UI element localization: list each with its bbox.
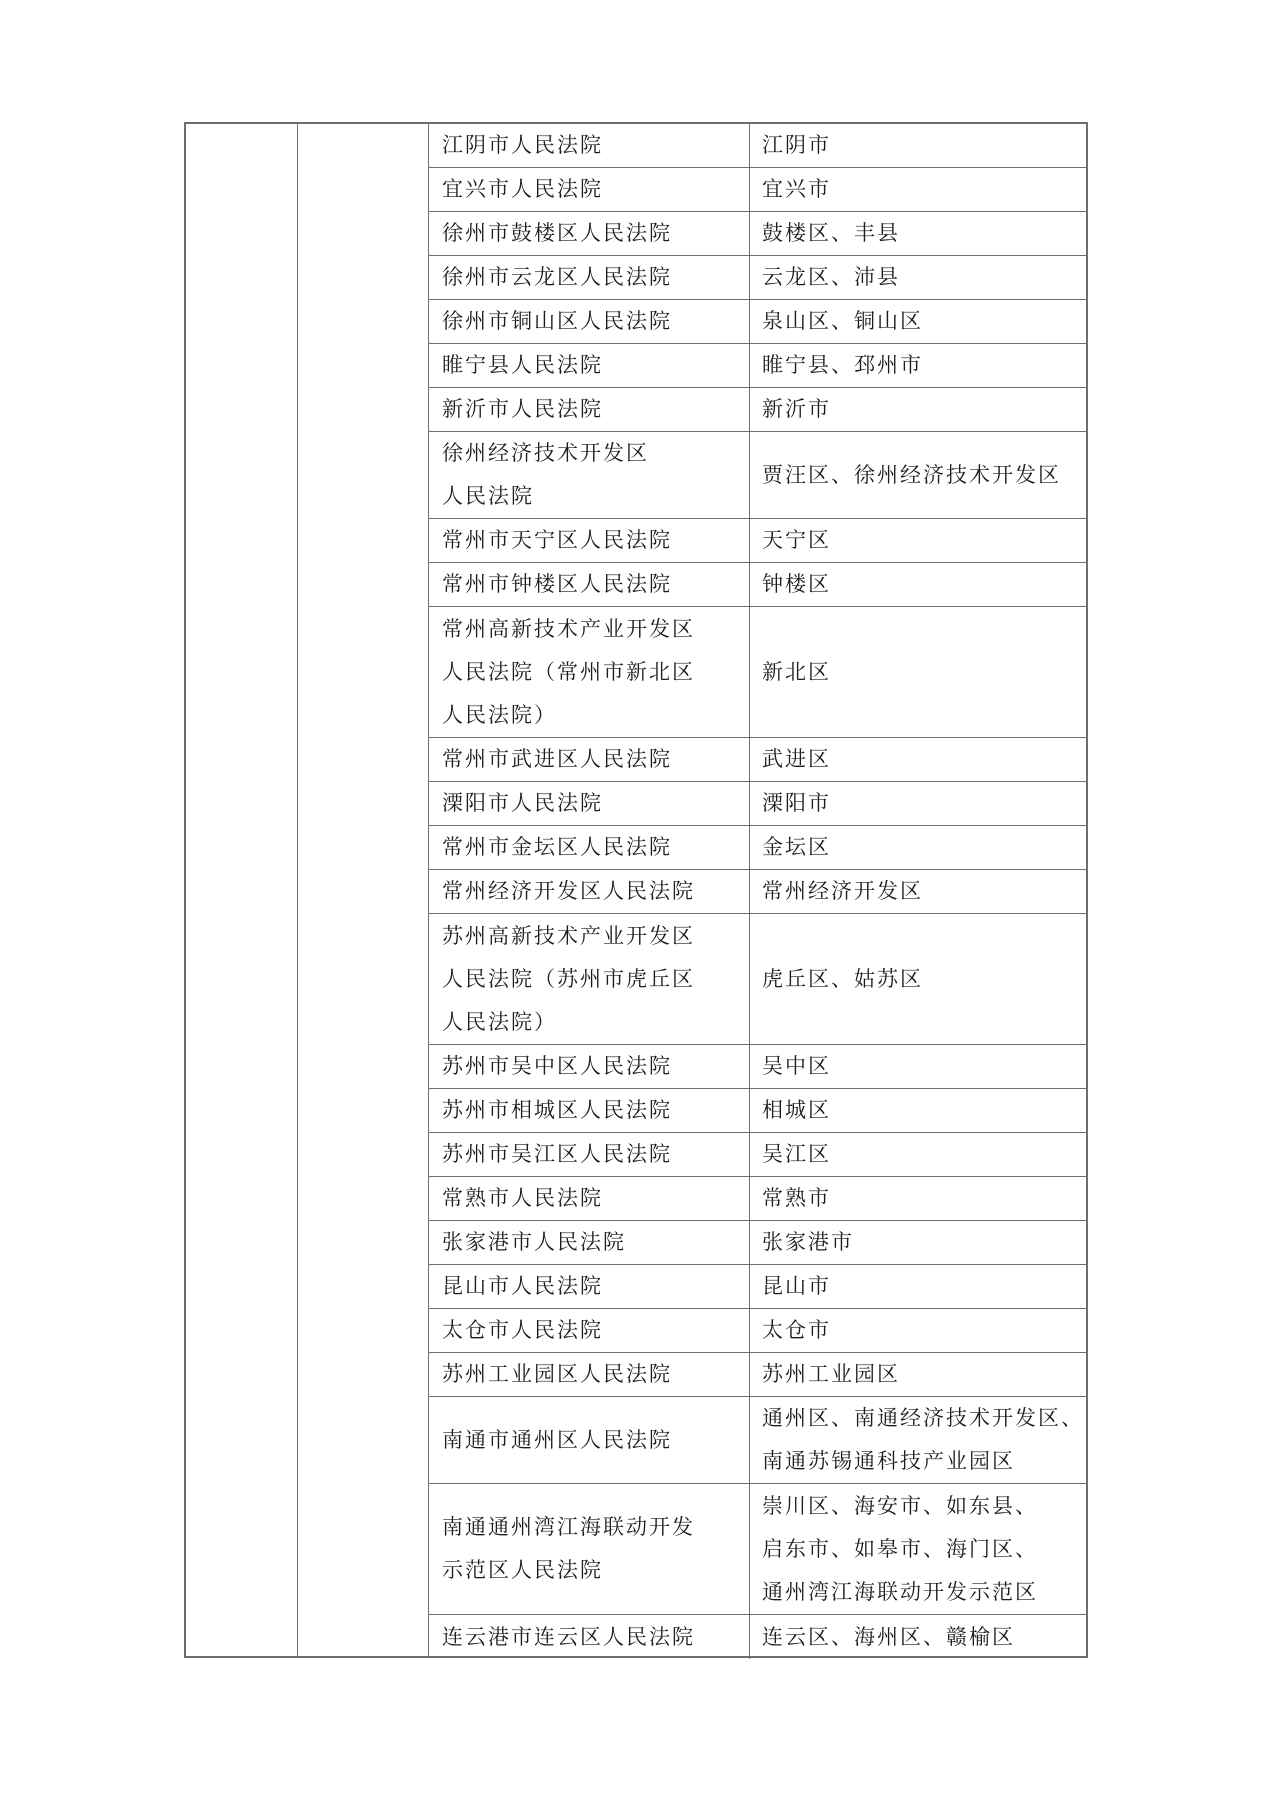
cell-line: 常州经济开发区人民法院	[442, 879, 695, 903]
jurisdiction-cell	[750, 1177, 1086, 1220]
cell-line: 新沂市人民法院	[442, 397, 603, 421]
table-row	[429, 1353, 1086, 1397]
cell-line: 南通苏锡通科技产业园区	[762, 1449, 1015, 1473]
cell-line: 通州湾江海联动开发示范区	[762, 1579, 1038, 1604]
cell-line: 常熟市	[762, 1186, 831, 1210]
cell-line: 人民法院	[442, 484, 534, 508]
table-row	[429, 1177, 1086, 1221]
court-cell	[429, 738, 750, 781]
jurisdiction-cell	[750, 256, 1086, 299]
court-cell	[429, 826, 750, 869]
cell-line: 示范区人民法院	[442, 1558, 603, 1582]
cell-line: 徐州市鼓楼区人民法院	[442, 221, 672, 245]
cell-line: 新沂市	[762, 397, 831, 421]
cell-line: 常州市武进区人民法院	[442, 747, 672, 771]
court-cell	[429, 914, 750, 1044]
cell-line: 新北区	[762, 659, 831, 684]
cell-line: 张家港市	[762, 1230, 854, 1254]
cell-line: 江阴市人民法院	[442, 133, 603, 157]
table-row	[429, 1397, 1086, 1484]
cell-line: 人民法院）	[442, 1009, 557, 1034]
court-cell	[429, 1484, 750, 1614]
court-cell	[429, 388, 750, 431]
jurisdiction-cell	[750, 168, 1086, 211]
court-cell	[429, 300, 750, 343]
cell-line: 苏州工业园区	[762, 1362, 900, 1386]
table-row	[429, 168, 1086, 212]
table-rows	[429, 124, 1086, 1656]
cell-line: 昆山市人民法院	[442, 1274, 603, 1298]
court-cell	[429, 124, 750, 167]
cell-line: 吴中区	[762, 1054, 831, 1078]
table-row	[429, 1265, 1086, 1309]
cell-line: 启东市、如皋市、海门区、	[762, 1536, 1038, 1561]
table-row	[429, 870, 1086, 914]
cell-line: 睢宁县、邳州市	[762, 353, 923, 377]
court-cell	[429, 782, 750, 825]
court-cell	[429, 1309, 750, 1352]
court-cell	[429, 1045, 750, 1088]
cell-line: 贾汪区、徐州经济技术开发区	[762, 462, 1061, 487]
cell-line: 苏州高新技术产业开发区	[442, 923, 695, 948]
cell-line: 常州市天宁区人民法院	[442, 528, 672, 552]
cell-line: 睢宁县人民法院	[442, 353, 603, 377]
jurisdiction-cell	[750, 1045, 1086, 1088]
cell-line: 徐州市云龙区人民法院	[442, 265, 672, 289]
table-row	[429, 1309, 1086, 1353]
table-row	[429, 1484, 1086, 1615]
jurisdiction-cell	[750, 782, 1086, 825]
court-cell	[429, 1265, 750, 1308]
table-row	[429, 124, 1086, 168]
court-cell	[429, 870, 750, 913]
cell-line: 虎丘区、姑苏区	[762, 966, 923, 991]
table-row	[429, 1089, 1086, 1133]
cell-line: 江阴市	[762, 133, 831, 157]
cell-line: 徐州市铜山区人民法院	[442, 309, 672, 333]
jurisdiction-cell	[750, 432, 1086, 518]
jurisdiction-cell	[750, 1615, 1086, 1659]
jurisdiction-cell	[750, 563, 1086, 606]
cell-line: 连云区、海州区、赣榆区	[762, 1624, 1015, 1649]
table-row	[429, 519, 1086, 563]
table-row	[429, 914, 1086, 1045]
court-cell	[429, 1133, 750, 1176]
cell-line: 宜兴市人民法院	[442, 177, 603, 201]
cell-line: 宜兴市	[762, 177, 831, 201]
cell-line: 昆山市	[762, 1274, 831, 1298]
cell-line: 云龙区、沛县	[762, 265, 900, 289]
cell-line: 苏州工业园区人民法院	[442, 1362, 672, 1386]
table-row	[429, 256, 1086, 300]
cell-line: 人民法院（苏州市虎丘区	[442, 966, 695, 991]
cell-line: 常州高新技术产业开发区	[442, 616, 695, 641]
court-cell	[429, 1089, 750, 1132]
court-cell	[429, 607, 750, 737]
cell-line: 苏州市相城区人民法院	[442, 1098, 672, 1122]
cell-line: 鼓楼区、丰县	[762, 221, 900, 245]
jurisdiction-cell	[750, 1309, 1086, 1352]
cell-line: 溧阳市人民法院	[442, 791, 603, 815]
cell-line: 太仓市人民法院	[442, 1318, 603, 1342]
jurisdiction-cell	[750, 1397, 1086, 1483]
table-row	[429, 432, 1086, 519]
court-cell	[429, 519, 750, 562]
jurisdiction-cell	[750, 344, 1086, 387]
court-cell	[429, 212, 750, 255]
jurisdiction-cell	[750, 870, 1086, 913]
cell-line: 人民法院（常州市新北区	[442, 659, 695, 684]
jurisdiction-cell	[750, 300, 1086, 343]
table-row	[429, 1221, 1086, 1265]
cell-line: 苏州市吴江区人民法院	[442, 1142, 672, 1166]
cell-line: 南通通州湾江海联动开发	[442, 1515, 695, 1539]
table-row	[429, 1133, 1086, 1177]
cell-line: 人民法院）	[442, 702, 557, 727]
cell-line: 张家港市人民法院	[442, 1230, 626, 1254]
court-cell	[429, 1615, 750, 1659]
cell-line: 吴江区	[762, 1142, 831, 1166]
table-row	[429, 388, 1086, 432]
merged-empty-cell-2	[298, 124, 429, 1656]
cell-line: 崇川区、海安市、如东县、	[762, 1493, 1038, 1518]
court-cell	[429, 1397, 750, 1483]
table-row	[429, 212, 1086, 256]
cell-line: 徐州经济技术开发区	[442, 441, 649, 465]
court-cell	[429, 344, 750, 387]
jurisdiction-cell	[750, 212, 1086, 255]
court-cell	[429, 563, 750, 606]
table-row	[429, 782, 1086, 826]
jurisdiction-cell	[750, 1265, 1086, 1308]
jurisdiction-cell	[750, 388, 1086, 431]
table-row	[429, 563, 1086, 607]
jurisdiction-cell	[750, 124, 1086, 167]
jurisdiction-cell	[750, 1133, 1086, 1176]
cell-line: 常州市钟楼区人民法院	[442, 572, 672, 596]
table-row	[429, 1045, 1086, 1089]
cell-line: 常熟市人民法院	[442, 1186, 603, 1210]
cell-line: 太仓市	[762, 1318, 831, 1342]
jurisdiction-cell	[750, 914, 1086, 1044]
cell-line: 通州区、南通经济技术开发区、	[762, 1406, 1084, 1430]
jurisdiction-cell	[750, 1353, 1086, 1396]
jurisdiction-cell	[750, 738, 1086, 781]
cell-line: 溧阳市	[762, 791, 831, 815]
cell-line: 金坛区	[762, 835, 831, 859]
table-row	[429, 738, 1086, 782]
jurisdiction-cell	[750, 519, 1086, 562]
table-row	[429, 300, 1086, 344]
jurisdiction-cell	[750, 607, 1086, 737]
table-row	[429, 1615, 1086, 1659]
table-row	[429, 826, 1086, 870]
jurisdiction-cell	[750, 1221, 1086, 1264]
court-cell	[429, 1353, 750, 1396]
court-cell	[429, 256, 750, 299]
jurisdiction-cell	[750, 826, 1086, 869]
cell-line: 连云港市连云区人民法院	[442, 1624, 695, 1649]
court-cell	[429, 1177, 750, 1220]
cell-line: 武进区	[762, 747, 831, 771]
merged-empty-cell-1	[186, 124, 298, 1656]
jurisdiction-cell	[750, 1484, 1086, 1614]
table-row	[429, 607, 1086, 738]
cell-line: 常州经济开发区	[762, 879, 923, 903]
cell-line: 钟楼区	[762, 572, 831, 596]
cell-line: 泉山区、铜山区	[762, 309, 923, 333]
cell-line: 南通市通州区人民法院	[442, 1427, 672, 1452]
cell-line: 天宁区	[762, 528, 831, 552]
court-cell	[429, 432, 750, 518]
cell-line: 苏州市吴中区人民法院	[442, 1054, 672, 1078]
table-row	[429, 344, 1086, 388]
jurisdiction-table	[184, 122, 1088, 1658]
cell-line: 相城区	[762, 1098, 831, 1122]
jurisdiction-cell	[750, 1089, 1086, 1132]
cell-line: 常州市金坛区人民法院	[442, 835, 672, 859]
court-cell	[429, 1221, 750, 1264]
court-cell	[429, 168, 750, 211]
